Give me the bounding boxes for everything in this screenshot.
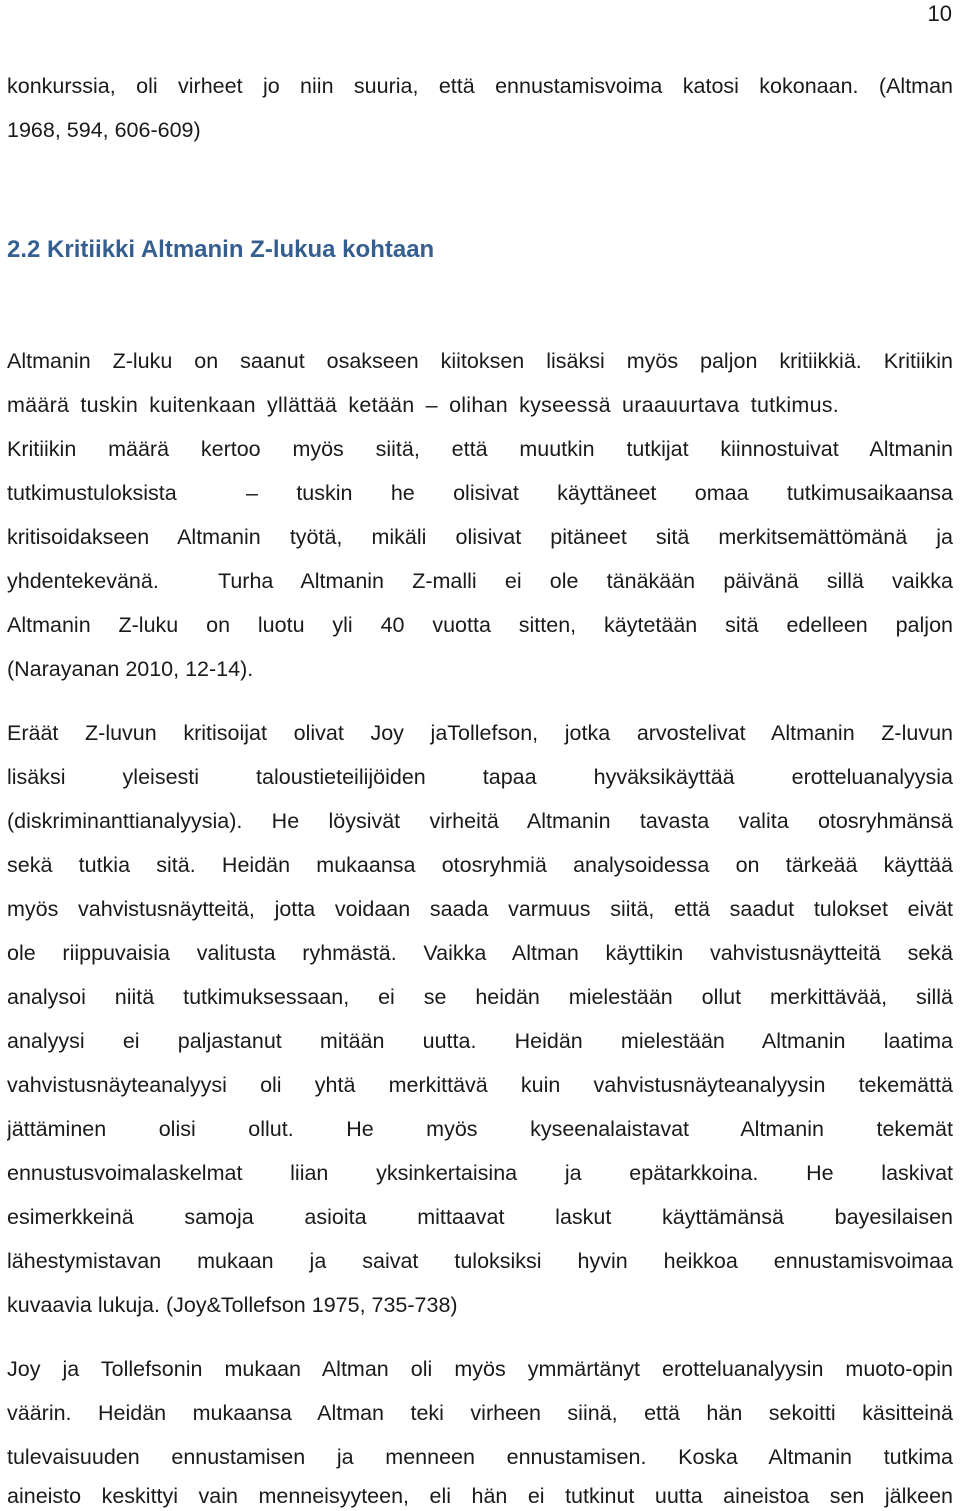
text-line: väärin. Heidän mukaansa Altman teki virheen siinä, että hän sekoitti käsitteinä [7,1401,953,1425]
text-fragment: tutkimustuloksista [7,481,177,505]
text-line: lisäksi yleisesti taloustieteilijöiden tapaa hyväksikäyttää erotteluanalyysia [7,765,953,789]
text-line: ole riippuvaisia valitusta ryhmästä. Vaikka Altman käyttikin vahvistusnäytteitä sekä [7,941,953,965]
text-line: kritisoidakseen Altmanin työtä, mikäli olisivat pitäneet sitä merkitsemättömänä ja [7,525,953,549]
text-line: analyysi ei paljastanut mitään uutta. Heidän mielestään Altmanin laatima [7,1029,953,1053]
text-line: Altmanin Z-luku on luotu yli 40 vuotta sitten, käytetään sitä edelleen paljon [7,613,953,637]
text-line: määrä tuskin kuitenkaan yllättää ketään – olihan kyseessä uraauurtava tutkimus. [7,393,840,417]
text-line: Eräät Z-luvun kritisoijat olivat Joy jaTollefson, jotka arvostelivat Altmanin Z-luvun [7,721,953,745]
text-line: Kritiikin määrä kertoo myös siitä, että muutkin tutkijat kiinnostuivat Altmanin [7,437,953,461]
text-line: aineisto keskittyi vain menneisyyteen, eli hän ei tutkinut uutta aineistoa sen jälkeen [7,1484,953,1508]
text-fragment: yhdentekevänä. [7,569,159,593]
text-line: sekä tutkia sitä. Heidän mukaansa otosryhmiä analysoidessa on tärkeää käyttää [7,853,953,877]
text-line: kuvaavia lukuja. (Joy&Tollefson 1975, 735-738) [7,1293,458,1317]
text-line: esimerkkeinä samoja asioita mittaavat laskut käyttämänsä bayesilaisen [7,1205,953,1229]
page-number: 10 [927,1,952,26]
text-line: jättäminen olisi ollut. He myös kyseenalaistavat Altmanin tekemät [7,1117,953,1141]
text-line: lähestymistavan mukaan ja saivat tuloksiksi hyvin heikkoa ennustamisvoimaa [7,1249,953,1273]
text-line: – tuskin he olisivat käyttäneet omaa tutkimusaikaansa [246,481,953,505]
text-line: myös vahvistusnäytteitä, jotta voidaan saada varmuus siitä, että saadut tulokset eivät [7,897,953,921]
section-heading: 2.2 Kritiikki Altmanin Z-lukua kohtaan [7,236,435,263]
text-line: Joy ja Tollefsonin mukaan Altman oli myös ymmärtänyt erotteluanalyysin muoto-opin [7,1357,953,1381]
text-line: analysoi niitä tutkimuksessaan, ei se heidän mielestään ollut merkittävää, sillä [7,985,953,1009]
text-line: (diskriminanttianalyysia). He löysivät virheitä Altmanin tavasta valita otosryhmänsä [7,809,953,833]
text-line: vahvistusnäyteanalyysi oli yhtä merkittävä kuin vahvistusnäyteanalyysin tekemättä [7,1073,953,1097]
text-line: Altmanin Z-luku on saanut osakseen kiitoksen lisäksi myös paljon kritiikkiä. Kritiikin [7,349,953,373]
text-line: (Narayanan 2010, 12-14). [7,657,254,681]
text-line: konkurssia, oli virheet jo niin suuria, että ennustamisvoima katosi kokonaan. (Altman [7,74,953,98]
text-line: 1968, 594, 606-609) [7,118,201,142]
text-line: Turha Altmanin Z-malli ei ole tänäkään päivänä sillä vaikka [218,569,953,593]
text-line: tulevaisuuden ennustamisen ja menneen ennustamisen. Koska Altmanin tutkima [7,1445,953,1469]
text-line: ennustusvoimalaskelmat liian yksinkertaisina ja epätarkkoina. He laskivat [7,1161,953,1185]
